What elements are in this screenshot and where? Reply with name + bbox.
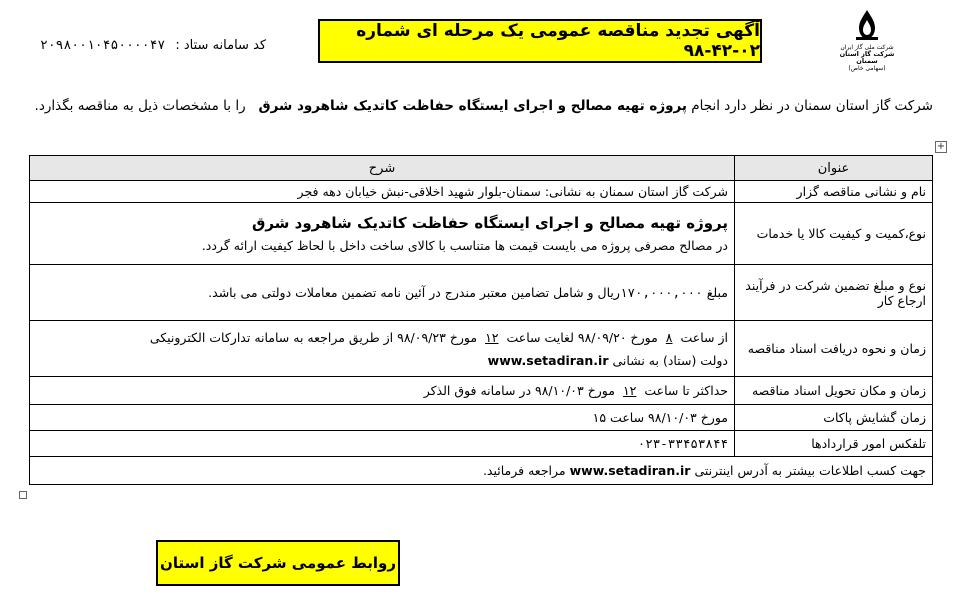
employer-label: نام و نشانی مناقصه گزار [735,181,933,203]
table-row [30,405,933,431]
setad-code-line [40,38,310,53]
gas-company-logo-icon [850,8,884,42]
guarantee-value: مبلغ ۱۷۰,۰۰۰,۰۰۰ریال و شامل تضامین معتبر مندرج در آئین نامه تضمین معاملات دولتی می باشد. [30,265,735,321]
public-relations-signature: روابط عمومی شرکت گاز استان [156,540,400,586]
receive-site-link[interactable]: www.setadiran.ir [487,352,609,368]
open-label: زمان گشایش پاکات [735,405,933,431]
intro-paragraph: شرکت گاز استان سمنان در نظر دارد انجام پروژه تهیه مصالح و اجرای ایستگاه حفاظت کاتدیک شاهرود شرق را با مشخصات ذیل به مناقصه بگذارد. [34,98,933,114]
table-resize-handle-icon[interactable] [19,491,27,499]
tender-details-table [29,155,933,485]
announcement-title: آگهی تجدید مناقصه عمومی یک مرحله ای شماره ۰۲-۴۲-۹۸ [318,19,762,63]
footer-info-cell: جهت کسب اطلاعات بیشتر به آدرس اینترنتی www.setadiran.ir مراجعه فرمائید. [30,457,933,485]
tel-label: تلفکس امور قراردادها [735,431,933,457]
guarantee-label: نوع و مبلغ تضمین شرکت در فرآیند ارجاع کار [735,265,933,321]
header-description-cell: شرح [30,156,735,181]
logo-text: شرکت ملی گاز ایران شرکت گاز استان سمنان (سهامی خاص) [839,44,895,72]
guarantee-amount: ۱۷۰,۰۰۰,۰۰۰ [619,285,703,300]
tel-value: ۰۲۳-۳۳۴۵۳۸۴۴ [30,431,735,457]
header-title-cell: عنوان [735,156,933,181]
setad-code-value: ۲۰۹۸۰۰۱۰۴۵۰۰۰۰۴۷ [40,38,166,53]
receive-value: از ساعت ۸ مورخ ۹۸/۰۹/۲۰ لغایت ساعت ۱۲ مورخ ۹۸/۰۹/۲۳ از طریق مراجعه به سامانه تدارکات الکترونیکی دولت (ستاد) به نشانی www.setadiran.ir [30,321,735,377]
table-header-row [30,156,933,181]
table-row [30,431,933,457]
table-row [30,457,933,485]
receive-label: زمان و نحوه دریافت اسناد مناقصه [735,321,933,377]
employer-value: شرکت گاز استان سمنان به نشانی: سمنان-بلوار شهید اخلاقی-نبش خیابان دهه فجر [30,181,735,203]
table-row [30,265,933,321]
table-row [30,203,933,265]
setad-code-label: کد سامانه ستاد : [175,38,267,53]
goods-label: نوع،کمیت و کیفیت کالا یا خدمات [735,203,933,265]
receive-start-hour: ۸ [665,329,673,345]
deliver-value: حداکثر تا ساعت ۱۲ مورخ ۹۸/۱۰/۰۳ در سامانه فوق الذکر [30,377,735,405]
deliver-hour: ۱۲ [622,383,637,398]
intro-project-name: پروژه تهیه مصالح و اجرای ایستگاه حفاظت کاتدیک شاهرود شرق [258,98,687,114]
table-row [30,181,933,203]
goods-title: پروژه تهیه مصالح و اجرای ایستگاه حفاظت کاتدیک شاهرود شرق [251,214,728,232]
table-row [30,321,933,377]
deliver-label: زمان و مکان تحویل اسناد مناقصه [735,377,933,405]
goods-note: در مصالح مصرفی پروژه می بایست قیمت ها متناسب با کالای ساخت داخل با لحاظ کیفیت ارائه گردد. [201,238,728,253]
open-value: مورخ ۹۸/۱۰/۰۳ ساعت ۱۵ [30,405,735,431]
footer-site-link[interactable]: www.setadiran.ir [569,463,691,478]
receive-end-hour: ۱۲ [485,329,499,345]
goods-value [30,203,735,265]
company-logo [838,8,896,78]
table-row [30,377,933,405]
table-move-handle-icon[interactable]: + [936,141,946,152]
